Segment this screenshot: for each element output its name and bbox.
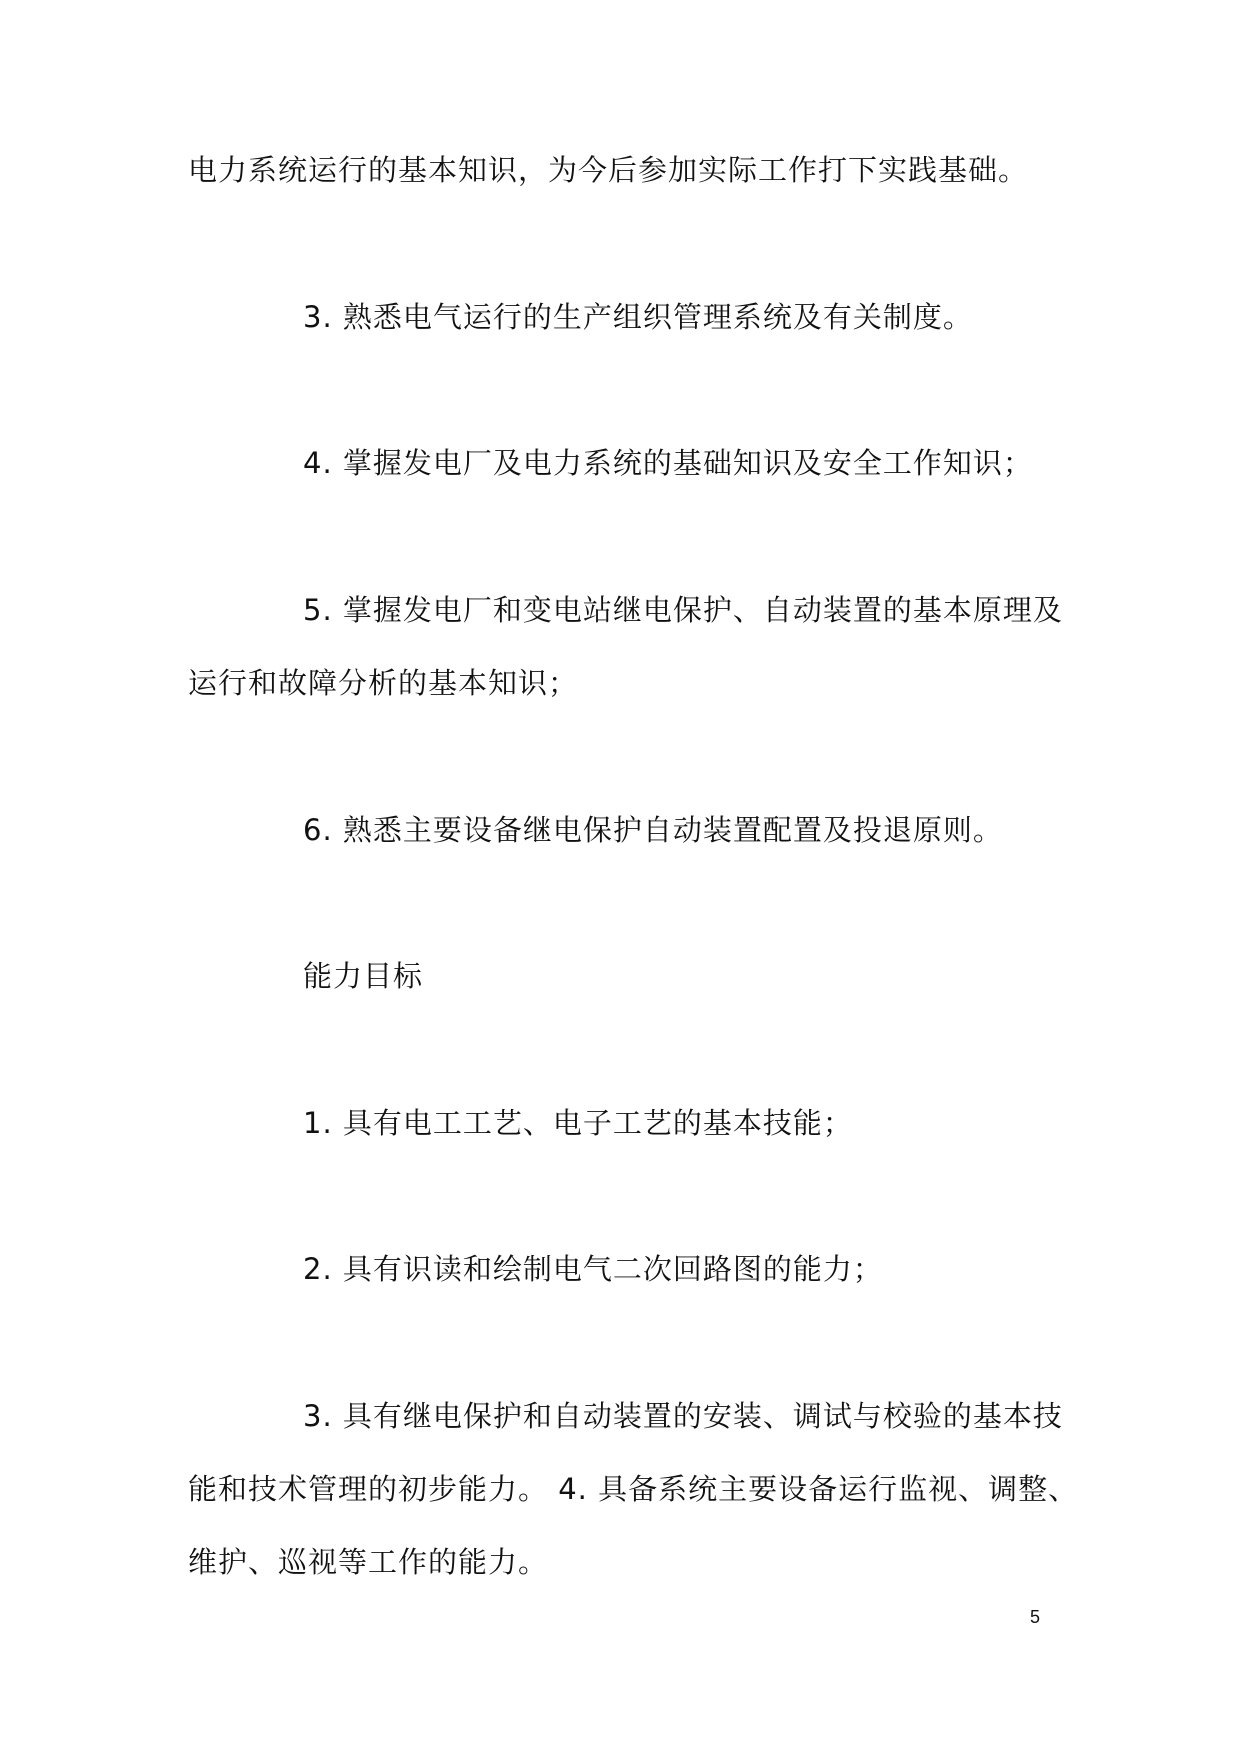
paragraph-line: 3. 具有继电保护和自动装置的安装、调试与校验的基本技 xyxy=(303,1399,1063,1433)
paragraph-line: 6. 熟悉主要设备继电保护自动装置配置及投退原则。 xyxy=(303,813,1003,847)
paragraph-line: 电力系统运行的基本知识，为今后参加实际工作打下实践基础。 xyxy=(188,153,1029,187)
page-number: 5 xyxy=(1030,1607,1041,1627)
section-heading: 能力目标 xyxy=(303,959,424,993)
paragraph-line: 1. 具有电工工艺、电子工艺的基本技能； xyxy=(303,1106,853,1140)
paragraph-line: 维护、巡视等工作的能力。 xyxy=(188,1545,549,1579)
paragraph-line: 2. 具有识读和绘制电气二次回路图的能力； xyxy=(303,1252,883,1286)
paragraph-line: 能和技术管理的初步能力。 4. 具备系统主要设备运行监视、调整、 xyxy=(188,1472,1079,1506)
paragraph-line: 5. 掌握发电厂和变电站继电保护、自动装置的基本原理及 xyxy=(303,593,1063,627)
paragraph-line: 运行和故障分析的基本知识； xyxy=(188,666,579,700)
paragraph-line: 4. 掌握发电厂及电力系统的基础知识及安全工作知识； xyxy=(303,446,1033,480)
paragraph-line: 3. 熟悉电气运行的生产组织管理系统及有关制度。 xyxy=(303,300,973,334)
